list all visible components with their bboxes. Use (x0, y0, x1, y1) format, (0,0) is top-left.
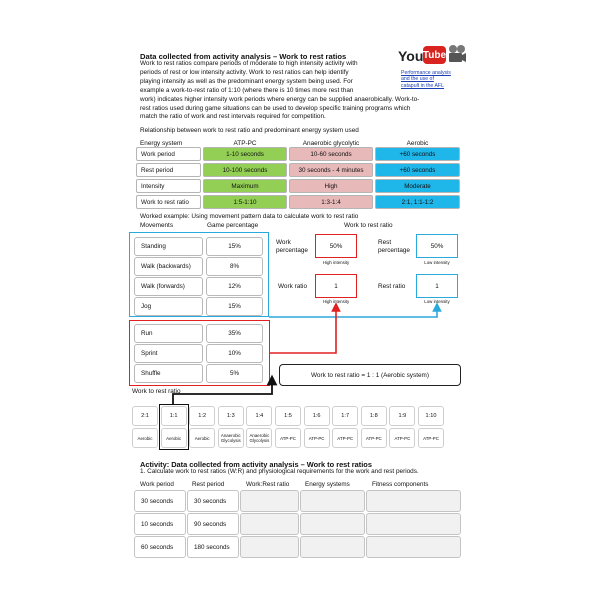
rest-percentage-label: Rest percentage (378, 239, 410, 254)
work-ratio-label: Work ratio (278, 283, 308, 290)
intro-line: work) indicates higher intensity work periods where energy can be supplied anaerobically. Work-to- (140, 95, 420, 103)
glycolytic-rest-period: 30 seconds - 4 minutes (289, 163, 373, 177)
ratio-cell: 1:3 (218, 406, 244, 426)
rest-ratio-value: 1 (416, 274, 458, 298)
aerobic-header: Aerobic (406, 140, 429, 147)
work-ratio-value: 1 (315, 274, 357, 298)
activity-instruction: 1. Calculate work to rest ratios (W:R) and physiological requirements for the work and rest periods. (140, 468, 419, 475)
movement-shuffle: Shuffle (134, 364, 203, 383)
percentage-run: 35% (206, 324, 263, 343)
atp-ratio: 1:5-1:10 (203, 195, 287, 209)
game-percentage-header: Game percentage (207, 222, 259, 229)
video-link-line: and the use of (401, 76, 434, 83)
energy-cell: ATP-PC (361, 428, 387, 448)
movement-run: Run (134, 324, 203, 343)
ratio-cell: 1:4 (246, 406, 272, 426)
percentage-jog: 15% (206, 297, 263, 316)
answer-energy-field[interactable] (300, 536, 365, 558)
row-label-intensity: Intensity (136, 179, 201, 193)
energy-cell: ATP-PC (275, 428, 301, 448)
percentage-standing: 15% (206, 237, 263, 256)
answer-ratio-field[interactable] (240, 536, 299, 558)
header-rest-period: Rest period (192, 481, 225, 488)
aerobic-rest-period: +60 seconds (375, 163, 460, 177)
intro-line: example a work-to-rest ratio of 1:10 (where there is 10 times more rest than (140, 86, 354, 94)
ratio-cell: 1:1 (161, 406, 187, 426)
activity-title: Activity: Data collected from activity analysis – Work to rest ratios (140, 460, 372, 469)
answer-fitness-field[interactable] (366, 513, 461, 535)
energy-cell: Aerobic (161, 428, 187, 448)
work-percentage-label: Work percentage (276, 239, 308, 254)
atp-rest-period: 10-100 seconds (203, 163, 287, 177)
header-fitness-components: Fitness components (372, 481, 429, 488)
glycolytic-intensity: High (289, 179, 373, 193)
selected-ratio-highlight (159, 404, 189, 450)
movement-sprint: Sprint (134, 344, 203, 363)
movement-jog: Jog (134, 297, 203, 316)
activity-work-cell: 60 seconds (134, 536, 186, 558)
header-work-rest-ratio: Work:Rest ratio (246, 481, 290, 488)
energy-system-header: Energy system (140, 140, 183, 147)
answer-fitness-field[interactable] (366, 536, 461, 558)
work-ratio-intensity: High intensity (322, 299, 350, 304)
answer-ratio-field[interactable] (240, 490, 299, 512)
relationship-caption: Relationship between work to rest ratio and predominant energy system used (140, 127, 359, 134)
aerobic-ratio: 2:1, 1:1-1:2 (375, 195, 460, 209)
energy-cell: ATP-PC (304, 428, 330, 448)
energy-cell: Anaerobic Glycolysis (218, 428, 244, 448)
video-link-line: catapult in the AFL (401, 82, 444, 89)
youtube-tube-badge: Tube (423, 46, 446, 64)
intro-line: rest ratios used during game situations can be used to develop specific training programs which (140, 104, 411, 112)
section-title: Data collected from activity analysis – Work to rest ratios (140, 52, 347, 61)
glycolytic-header: Anaerobic glycolytic (302, 140, 360, 147)
activity-work-cell: 30 seconds (134, 490, 186, 512)
percentage-walk-forwards: 12% (206, 277, 263, 296)
intro-line: periods of rest or low intensity activity. Work to rest ratios can help identify (140, 68, 349, 76)
ratio-header: Work to rest ratio (344, 222, 393, 229)
row-label-rest-period: Rest period (136, 163, 201, 177)
rest-ratio-label: Rest ratio (378, 283, 406, 290)
row-label-work-period: Work period (136, 147, 201, 161)
video-link-line: Performance analysis (401, 70, 451, 76)
energy-cell: Anaerobic Glycolysis (246, 428, 272, 448)
work-percentage-value: 50% (315, 234, 357, 258)
activity-work-cell: 10 seconds (134, 513, 186, 535)
activity-rest-cell: 30 seconds (187, 490, 239, 512)
glycolytic-ratio: 1:3-1:4 (289, 195, 373, 209)
atp-work-period: 1-10 seconds (203, 147, 287, 161)
movement-walk-forwards: Walk (forwards) (134, 277, 203, 296)
youtube-you-text: You (398, 48, 424, 64)
percentage-walk-backwards: 8% (206, 257, 263, 276)
ratio-cell: 1:7 (332, 406, 358, 426)
ratio-cell: 1:2 (189, 406, 215, 426)
energy-cell: Aerobic (132, 428, 158, 448)
ratio-cell: 1:6 (304, 406, 330, 426)
glycolytic-work-period: 10-60 seconds (289, 147, 373, 161)
energy-cell: ATP-PC (332, 428, 358, 448)
atp-intensity: Maximum (203, 179, 287, 193)
rest-percentage-intensity: Low intensity (424, 260, 450, 265)
worked-example-caption: Worked example: Using movement pattern data to calculate work to rest ratio (140, 213, 359, 220)
percentage-sprint: 10% (206, 344, 263, 363)
rest-ratio-intensity: Low intensity (424, 299, 450, 304)
row-label-ratio: Work to rest ratio (136, 195, 201, 209)
header-energy-systems: Energy systems (305, 481, 350, 488)
aerobic-work-period: +60 seconds (375, 147, 460, 161)
work-percentage-intensity: High intensity (322, 260, 350, 265)
ratio-cell: 1:5 (275, 406, 301, 426)
activity-rest-cell: 180 seconds (187, 536, 239, 558)
ratio-cell: 1:10 (418, 406, 444, 426)
percentage-shuffle: 5% (206, 364, 263, 383)
movement-standing: Standing (134, 237, 203, 256)
answer-ratio-field[interactable] (240, 513, 299, 535)
energy-cell: ATP-PC (389, 428, 415, 448)
intro-line: Work to rest ratios compare periods of moderate to high intensity activity with (140, 60, 358, 67)
aerobic-intensity: Moderate (375, 179, 460, 193)
ratio-cell: 1:8 (361, 406, 387, 426)
header-work-period: Work period (140, 481, 174, 488)
scale-label: Work to rest ratio (132, 388, 181, 395)
energy-cell: Aerobic (189, 428, 215, 448)
result-box: Work to rest ratio = 1 : 1 (Aerobic system) (279, 364, 461, 386)
rest-percentage-value: 50% (416, 234, 458, 258)
atp-pc-header: ATP-PC (233, 140, 257, 147)
ratio-cell: 1:9 (389, 406, 415, 426)
energy-cell: ATP-PC (418, 428, 444, 448)
answer-energy-field[interactable] (300, 490, 365, 512)
answer-fitness-field[interactable] (366, 490, 461, 512)
movements-header: Movements (140, 222, 174, 229)
intro-line: playing intensity as well as the predominant energy system being used. For (140, 77, 353, 85)
activity-rest-cell: 90 seconds (187, 513, 239, 535)
intro-line: match the ratio of work and rest intervals required for competition. (140, 113, 326, 121)
answer-energy-field[interactable] (300, 513, 365, 535)
movement-walk-backwards: Walk (backwards) (134, 257, 203, 276)
ratio-cell: 2:1 (132, 406, 158, 426)
